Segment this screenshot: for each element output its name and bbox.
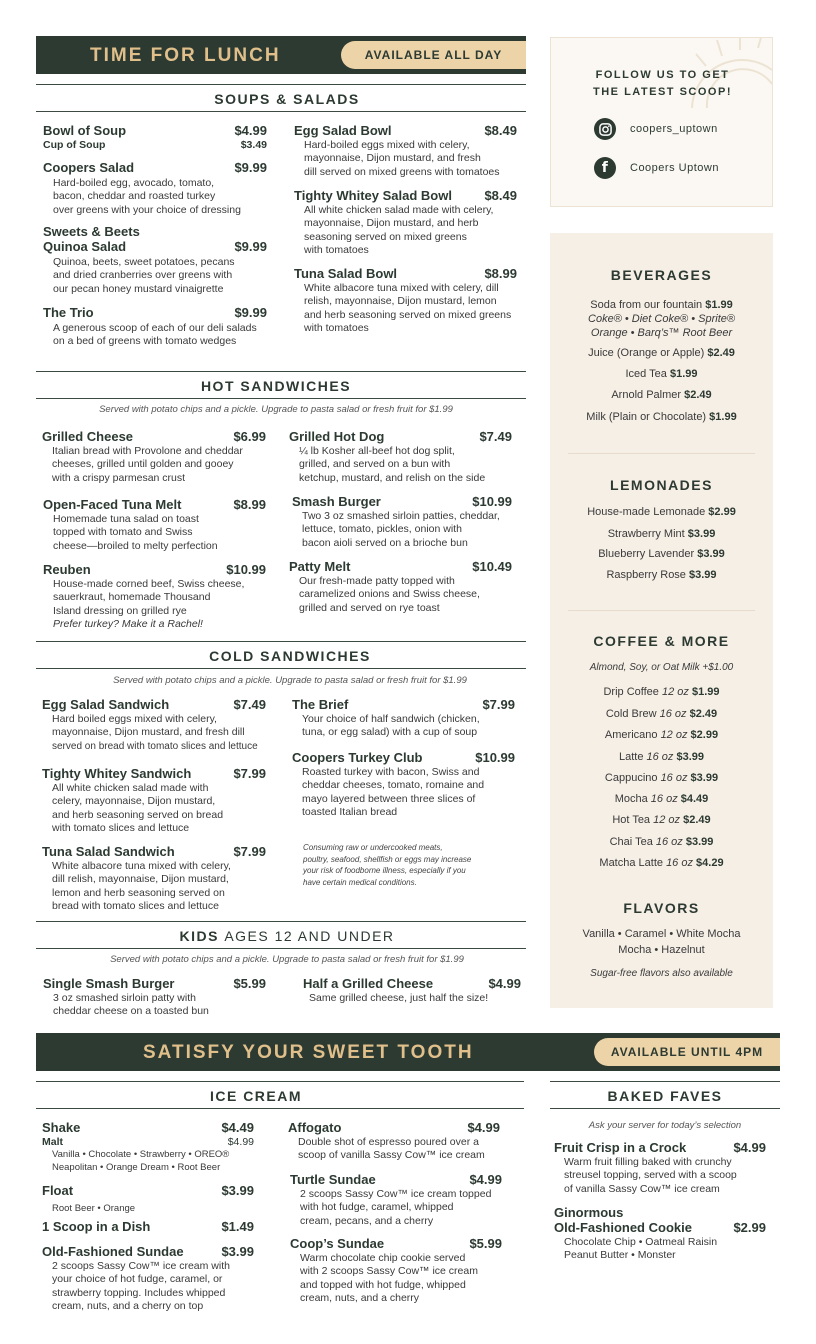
item-desc-line: Warm chocolate chip cookie served (300, 1252, 466, 1264)
item-desc-line: cream, nuts, and a cherry (300, 1291, 420, 1304)
instagram-handle: coopers_uptown (630, 123, 718, 135)
drink-price: $3.99 (685, 836, 714, 848)
drink-milk (550, 410, 773, 424)
drink-price: $2.49 (707, 347, 735, 359)
item-desc-line: sauerkraut, homemade Thousand (53, 591, 211, 604)
item-price: $10.99 (226, 562, 266, 577)
menu-item-patty-melt (289, 559, 512, 615)
item-desc-line: Roasted turkey with bacon, Swiss and (302, 766, 480, 778)
drink-price: $3.99 (687, 528, 716, 540)
item-price: $5.99 (233, 976, 266, 991)
item-desc-line: cheeses, grilled until golden and gooey (52, 458, 234, 471)
item-name: Shake (42, 1120, 81, 1135)
menu-item-fruit-crisp (554, 1140, 766, 1196)
item-desc-line: Vanilla • Chocolate • Strawberry • OREO® (52, 1149, 230, 1160)
item-name: Grilled Cheese (42, 429, 134, 444)
item-desc-line: 2 scoops Sassy Cow™ ice cream topped (300, 1188, 492, 1200)
item-desc-line: cheddar cheeses, tomato, romaine and (302, 779, 485, 792)
lemonade-item (550, 547, 773, 561)
item-price: $5.99 (469, 1236, 502, 1251)
item-desc-line: and herb seasoning served on mixed greens (304, 308, 512, 321)
drink-label: Cappucino (604, 772, 658, 784)
item-desc-line: mayonnaise, Dijon mustard, and herb (304, 217, 479, 230)
item-desc-line: A generous scoop of each of our deli salads (53, 322, 257, 334)
item-desc-line: 3 oz smashed sirloin patty with (53, 992, 196, 1004)
item-name: Coopers Salad (43, 160, 135, 175)
warning-line: your risk of foodborne illness, especially if you (303, 866, 466, 875)
drink-label: House-made Lemonade (587, 506, 706, 518)
item-desc-line: White albacore tuna mixed with celery, (52, 860, 231, 872)
facebook-link[interactable] (594, 157, 719, 179)
coffee-milk-note: Almond, Soy, or Oat Milk +$1.00 (589, 662, 734, 673)
item-name: Fruit Crisp in a Crock (554, 1140, 687, 1155)
item-desc-line: over greens with your choice of dressing (53, 203, 241, 216)
item-name: Egg Salad Sandwich (42, 697, 170, 712)
drink-price: $3.99 (690, 772, 719, 784)
drink-price: $2.99 (690, 729, 719, 741)
flavors-line: Mocha • Hazelnut (618, 944, 705, 956)
item-name: Open-Faced Tuna Melt (43, 497, 182, 512)
item-price: $2.99 (733, 1220, 766, 1235)
drink-price: $1.99 (669, 368, 698, 380)
hot-note: Served with potato chips and a pickle. Upgrade to pasta salad or fresh fruit for $1.99 (99, 404, 453, 415)
item-name: Turtle Sundae (290, 1172, 376, 1187)
item-sub-name: Malt (42, 1136, 63, 1148)
coffee-item (550, 813, 773, 827)
item-desc-line: scoop of vanilla Sassy Cow™ ice cream (298, 1149, 485, 1162)
item-price: $8.49 (484, 123, 517, 138)
item-price: $4.99 (467, 1120, 500, 1135)
kids-title-bold: KIDS (179, 928, 219, 944)
drink-price: $3.99 (689, 569, 717, 581)
cold-top-rule (36, 641, 526, 642)
item-name: Bowl of Soup (43, 123, 127, 138)
item-price: $7.99 (233, 766, 266, 781)
drink-label: Milk (Plain or Chocolate) (586, 411, 707, 423)
drink-price: $1.99 (705, 299, 733, 311)
drink-soda (550, 298, 773, 312)
item-desc-line: with tomato slices and lettuce (52, 821, 190, 834)
item-name: Coopers Turkey Club (292, 750, 423, 765)
item-price: $3.99 (221, 1183, 254, 1198)
item-desc-line: seasoning served on mixed greens (304, 230, 467, 243)
item-desc-line: celery, mayonnaise, Dijon mustard, (52, 795, 216, 808)
drink-size: 16 oz (650, 793, 678, 805)
item-desc-line: grilled, and served on a bun with (299, 458, 451, 471)
drink-price: $3.99 (697, 548, 725, 560)
menu-item-scoop-in-dish (42, 1219, 254, 1234)
menu-item-cookie (554, 1205, 766, 1263)
item-name-line1: Sweets & Beets (43, 224, 140, 239)
panel-divider (568, 453, 755, 454)
item-name: 1 Scoop in a Dish (42, 1219, 151, 1234)
item-name: Affogato (288, 1120, 342, 1135)
lunch-availability-badge: AVAILABLE ALL DAY (341, 41, 526, 69)
hot-title: HOT SANDWICHES (200, 378, 352, 394)
item-desc-line: toasted Italian bread (302, 805, 398, 818)
item-name: Float (42, 1183, 74, 1198)
soups-title: SOUPS & SALADS (214, 91, 360, 107)
drink-size: 16 oz (666, 857, 693, 869)
item-price: $9.99 (234, 160, 267, 175)
item-desc-line: grilled and served on rye toast (299, 601, 440, 614)
drink-label: Latte (618, 751, 644, 763)
item-desc-line: with tomatoes (304, 243, 369, 256)
item-desc-line: Your choice of half sandwich (chicken, (302, 713, 480, 725)
warning-line: have certain medical conditions. (303, 877, 417, 887)
food-safety-warning (303, 842, 518, 888)
soups-top-rule (36, 84, 526, 85)
item-price: $10.99 (472, 494, 512, 509)
item-price: $4.49 (221, 1120, 254, 1135)
item-desc-line: cheese—broiled to melty perfection (53, 539, 218, 552)
soda-brands (550, 312, 773, 340)
item-name: Smash Burger (292, 494, 381, 509)
item-desc-line: Two 3 oz smashed sirloin patties, cheddar, (302, 510, 500, 522)
drink-size: 16 oz (660, 772, 688, 784)
soups-bottom-rule (36, 111, 526, 112)
ice-cream-bottom-rule (36, 1108, 524, 1109)
lemonades-title: LEMONADES (610, 477, 713, 493)
facebook-glyph: f (601, 160, 609, 176)
menu-item-single-smash-burger (43, 976, 266, 1019)
item-desc-line: lettuce, tomato, pickles, onion with (302, 523, 462, 536)
item-desc-line: bacon, cheddar and roasted turkey (53, 190, 216, 203)
item-price: $6.99 (233, 429, 266, 444)
item-name: Tuna Salad Sandwich (42, 844, 175, 859)
coffee-item (550, 792, 773, 806)
sweet-banner (36, 1033, 780, 1071)
flavors-line: Vanilla • Caramel • White Mocha (582, 928, 741, 940)
item-name: Single Smash Burger (43, 976, 175, 991)
menu-item-the-trio (43, 305, 267, 349)
beverages-title: BEVERAGES (610, 267, 713, 283)
item-desc-line: cream, pecans, and a cherry (300, 1214, 434, 1227)
drink-price: $1.99 (709, 411, 737, 423)
menu-item-smash-burger (292, 494, 512, 550)
item-desc-line: and dried cranberries over greens with (53, 269, 233, 282)
hot-bottom-rule (36, 398, 526, 399)
item-price: $7.99 (482, 697, 515, 712)
warning-line: poultry, seafood, shellfish or eggs may increase (303, 854, 472, 864)
flavors-title: FLAVORS (623, 900, 700, 916)
item-desc-line: Double shot of espresso poured over a (298, 1136, 479, 1148)
drink-size: 16 oz (655, 836, 683, 848)
drink-size: 16 oz (646, 751, 674, 763)
item-desc-line: Peanut Butter • Monster (564, 1249, 676, 1262)
coffee-item (550, 856, 773, 870)
item-desc-line: cream, nuts, and a cherry on top (52, 1299, 204, 1312)
menu-item-tuna-salad-sandwich (42, 844, 266, 913)
item-desc-line: Homemade tuna salad on toast (53, 513, 199, 525)
facebook-handle: Coopers Uptown (630, 162, 719, 174)
drink-price: $2.99 (708, 506, 736, 518)
warning-line: Consuming raw or undercooked meats, (303, 843, 443, 852)
menu-item-turtle-sundae (290, 1172, 502, 1228)
drink-label: Chai Tea (609, 836, 653, 848)
item-desc-line: Neapolitan • Orange Dream • Root Beer (52, 1161, 221, 1173)
lunch-title: TIME FOR LUNCH (90, 45, 281, 66)
coffee-item (550, 750, 773, 764)
drink-size: 12 oz (661, 686, 689, 698)
item-desc-line: with a crispy parmesan crust (52, 471, 186, 484)
ice-cream-top-rule (36, 1081, 524, 1082)
drink-label: Drip Coffee (603, 686, 659, 698)
item-desc-line: 2 scoops Sassy Cow™ ice cream with (52, 1260, 230, 1272)
item-desc-line: of vanilla Sassy Cow™ ice cream (564, 1182, 720, 1195)
drink-label: Iced Tea (625, 368, 667, 380)
item-name: Reuben (43, 562, 91, 577)
item-desc-line: with 2 scoops Sassy Cow™ ice cream (300, 1265, 478, 1278)
drink-size: 12 oz (660, 729, 688, 741)
item-desc-line: All white chicken salad made with celery, (304, 204, 494, 216)
item-desc-line: on a bed of greens with tomato wedges (53, 335, 237, 348)
item-price: $9.99 (234, 239, 267, 254)
item-desc-line: streusel topping, served with a scoop (564, 1169, 737, 1182)
lunch-banner (36, 36, 526, 74)
baked-title: BAKED FAVES (607, 1088, 723, 1104)
hot-top-rule (36, 371, 526, 372)
item-desc-line: lemon and herb seasoning served on (52, 886, 225, 899)
menu-item-turkey-club (292, 750, 515, 819)
item-desc-line: and herb seasoning served on bread (52, 808, 224, 821)
item-desc-line: White albacore tuna mixed with celery, dill (304, 282, 499, 294)
menu-item-quinoa-salad (43, 224, 267, 296)
item-desc-line: bread with tomato slices and lettuce (52, 899, 219, 912)
menu-item-egg-salad-bowl (294, 123, 517, 179)
item-price: $7.49 (479, 429, 512, 444)
menu-item-shake (42, 1120, 254, 1174)
item-name: Coop’s Sundae (290, 1236, 385, 1251)
drink-label: Mocha (614, 793, 648, 805)
item-price: $4.99 (488, 976, 521, 991)
lemonade-item (550, 527, 773, 541)
item-desc-line: bacon aioli served on a brioche bun (302, 536, 468, 549)
instagram-link[interactable] (594, 118, 718, 140)
soda-brands-line: Coke® • Diet Coke® • Sprite® (588, 313, 735, 325)
social-heading (551, 67, 774, 101)
drink-arnold-palmer (550, 388, 773, 402)
menu-item-affogato (288, 1120, 500, 1163)
item-desc-line: mayo layered between three slices of (302, 792, 476, 805)
item-desc-line: Island dressing on grilled rye (53, 604, 187, 617)
item-desc-line: dill relish, mayonnaise, Dijon mustard, (52, 873, 229, 886)
drink-label: Arnold Palmer (611, 389, 682, 401)
item-name: Old-Fashioned Cookie (554, 1220, 692, 1235)
lemonade-item (550, 505, 773, 519)
item-desc-line: Our fresh-made patty topped with (299, 575, 455, 587)
coffee-item (550, 728, 773, 742)
item-desc-line: and topped with hot fudge, whipped (300, 1278, 466, 1291)
facebook-icon (594, 157, 616, 179)
item-desc-line: Quinoa, beets, sweet potatoes, pecans (53, 256, 235, 268)
panel-divider (568, 610, 755, 611)
item-price: $10.99 (475, 750, 515, 765)
coffee-item (550, 685, 773, 699)
item-desc-line: ¼ lb Kosher all-beef hot dog split, (299, 445, 455, 457)
item-desc-line: with tomatoes (304, 321, 369, 334)
item-name: Tuna Salad Bowl (294, 266, 398, 281)
kids-title-rest: AGES 12 AND UNDER (224, 928, 395, 944)
item-desc-line: Hard boiled eggs mixed with celery, (52, 713, 217, 725)
item-price: $3.99 (221, 1244, 254, 1259)
item-name: Quinoa Salad (43, 239, 127, 254)
item-desc-line: strawberry topping. Includes whipped (52, 1286, 226, 1299)
drink-label: Juice (Orange or Apple) (588, 347, 705, 359)
drink-price: $4.29 (696, 857, 724, 869)
item-desc-line: Italian bread with Provolone and cheddar (52, 445, 243, 457)
item-desc-line: Hard-boiled eggs mixed with celery, (304, 139, 470, 151)
menu-item-grilled-hot-dog (289, 429, 512, 485)
baked-note: Ask your server for today’s selection (588, 1120, 742, 1131)
item-name: Grilled Hot Dog (289, 429, 385, 444)
drink-label: Hot Tea (612, 814, 651, 826)
drink-size: 16 oz (659, 708, 687, 720)
soda-brands-line: Orange • Barq’s™ Root Beer (590, 327, 733, 339)
coffee-item (550, 707, 773, 721)
menu-item-tighty-whitey-sandwich (42, 766, 266, 835)
kids-top-rule (36, 921, 526, 922)
item-desc-line: ketchup, mustard, and relish on the side (299, 471, 486, 484)
coffee-item (550, 771, 773, 785)
menu-item-reuben (43, 562, 266, 631)
item-desc-line: your choice of hot fudge, caramel, or (52, 1273, 223, 1286)
kids-note: Served with potato chips and a pickle. Upgrade to pasta salad or fresh fruit for $1.99 (110, 954, 464, 965)
menu-item-coops-sundae (290, 1236, 502, 1305)
item-price: $8.49 (484, 188, 517, 203)
item-price: $10.49 (472, 559, 512, 574)
item-price: $8.99 (484, 266, 517, 281)
drink-label: Blueberry Lavender (598, 548, 695, 560)
item-desc-line: Chocolate Chip • Oatmeal Raisin (564, 1236, 718, 1248)
drink-label: Americano (604, 729, 658, 741)
item-price: $9.99 (234, 305, 267, 320)
cold-title: COLD SANDWICHES (209, 648, 371, 664)
item-sub-name: Cup of Soup (43, 139, 106, 151)
menu-item-coopers-salad (43, 160, 267, 217)
social-box (550, 37, 773, 207)
coffee-title: COFFEE & MORE (593, 633, 730, 649)
item-name: The Trio (43, 305, 94, 320)
menu-item-float (42, 1183, 254, 1215)
item-name: Egg Salad Bowl (294, 123, 392, 138)
item-desc-line: Root Beer • Orange (52, 1203, 136, 1214)
menu-item-tuna-salad-bowl (294, 266, 517, 335)
item-name: Old-Fashioned Sundae (42, 1244, 184, 1259)
drink-iced-tea (550, 367, 773, 381)
item-sub-price: $3.49 (240, 139, 267, 151)
drink-label: Cold Brew (605, 708, 657, 720)
drink-price: $2.49 (684, 389, 712, 401)
item-sub-price: $4.99 (227, 1136, 254, 1148)
menu-item-tuna-melt (43, 497, 266, 553)
item-desc-line: Warm fruit filling baked with crunchy (564, 1156, 732, 1168)
item-price: $8.99 (233, 497, 266, 512)
social-heading-line: THE LATEST SCOOP! (593, 86, 732, 98)
item-desc-line: tuna, or egg salad) with a cup of soup (302, 726, 478, 739)
drink-juice (550, 346, 773, 360)
drink-size: 12 oz (653, 814, 681, 826)
menu-item-old-fashioned-sundae (42, 1244, 254, 1313)
item-desc-line: House-made corned beef, Swiss cheese, (53, 578, 245, 590)
baked-bottom-rule (550, 1108, 780, 1109)
item-desc-line: dill served on mixed greens with tomatoes (304, 165, 500, 178)
menu-item-bowl-of-soup (43, 123, 267, 152)
lemonade-item (550, 568, 773, 582)
item-price: $4.99 (469, 1172, 502, 1187)
item-desc-line: mayonnaise, Dijon mustard, and fresh (304, 152, 481, 165)
drink-label: Matcha Latte (599, 857, 663, 869)
item-price: $1.49 (221, 1219, 254, 1234)
cold-bottom-rule (36, 668, 526, 669)
menu-item-tighty-whitey-salad-bowl (294, 188, 517, 257)
item-name: Half a Grilled Cheese (303, 976, 434, 991)
drink-price: $1.99 (691, 686, 720, 698)
menu-item-half-grilled-cheese (303, 976, 521, 1005)
cold-note: Served with potato chips and a pickle. Upgrade to pasta salad or fresh fruit for $1.99 (113, 675, 467, 686)
drink-price: $4.49 (680, 793, 709, 805)
menu-item-egg-salad-sandwich (42, 697, 266, 753)
item-desc-line: caramelized onions and Swiss cheese, (299, 588, 480, 601)
item-desc-italic: Prefer turkey? Make it a Rachel! (53, 617, 203, 630)
item-name: Patty Melt (289, 559, 351, 574)
item-desc-line: Hard-boiled egg, avocado, tomato, (53, 177, 215, 189)
ice-cream-title: ICE CREAM (209, 1088, 303, 1104)
social-heading-line: FOLLOW US TO GET (595, 69, 730, 81)
item-desc-line: our pecan honey mustard vinaigrette (53, 282, 224, 295)
drink-price: $2.49 (689, 708, 718, 720)
item-desc-line: Same grilled cheese, just half the size! (309, 992, 489, 1004)
baked-top-rule (550, 1081, 780, 1082)
item-desc-line: with hot fudge, caramel, whipped (300, 1201, 454, 1214)
sweet-availability-badge: AVAILABLE UNTIL 4PM (594, 1038, 780, 1066)
kids-bottom-rule (36, 948, 526, 949)
item-desc-line: relish, mayonnaise, Dijon mustard, lemon (304, 295, 497, 308)
item-desc-line: cheddar cheese on a toasted bun (53, 1005, 209, 1018)
item-desc-line: topped with tomato and Swiss (53, 526, 193, 539)
item-desc-line: All white chicken salad made with (52, 782, 209, 794)
flavors-note: Sugar-free flavors also available (590, 968, 733, 979)
drink-label: Soda from our fountain (590, 299, 703, 311)
item-name: Tighty Whitey Salad Bowl (294, 188, 452, 203)
menu-item-grilled-cheese (42, 429, 266, 485)
item-desc-line: served on bread with tomato slices and lettuce (52, 740, 258, 752)
item-price: $7.49 (233, 697, 266, 712)
kids-title (36, 928, 538, 944)
item-name: The Brief (292, 697, 349, 712)
item-price: $7.99 (233, 844, 266, 859)
item-price: $4.99 (733, 1140, 766, 1155)
item-name: Tighty Whitey Sandwich (42, 766, 192, 781)
sweet-title: SATISFY YOUR SWEET TOOTH (143, 1042, 474, 1063)
drink-label: Strawberry Mint (607, 528, 685, 540)
item-name-line1: Ginormous (554, 1205, 624, 1220)
instagram-icon (594, 118, 616, 140)
drink-label: Raspberry Rose (606, 569, 686, 581)
menu-item-the-brief (292, 697, 515, 740)
coffee-item (550, 835, 773, 849)
item-desc-line: mayonnaise, Dijon mustard, and fresh dill (52, 726, 245, 739)
drink-price: $2.49 (683, 814, 711, 826)
drink-price: $3.99 (676, 751, 705, 763)
item-price: $4.99 (234, 123, 267, 138)
